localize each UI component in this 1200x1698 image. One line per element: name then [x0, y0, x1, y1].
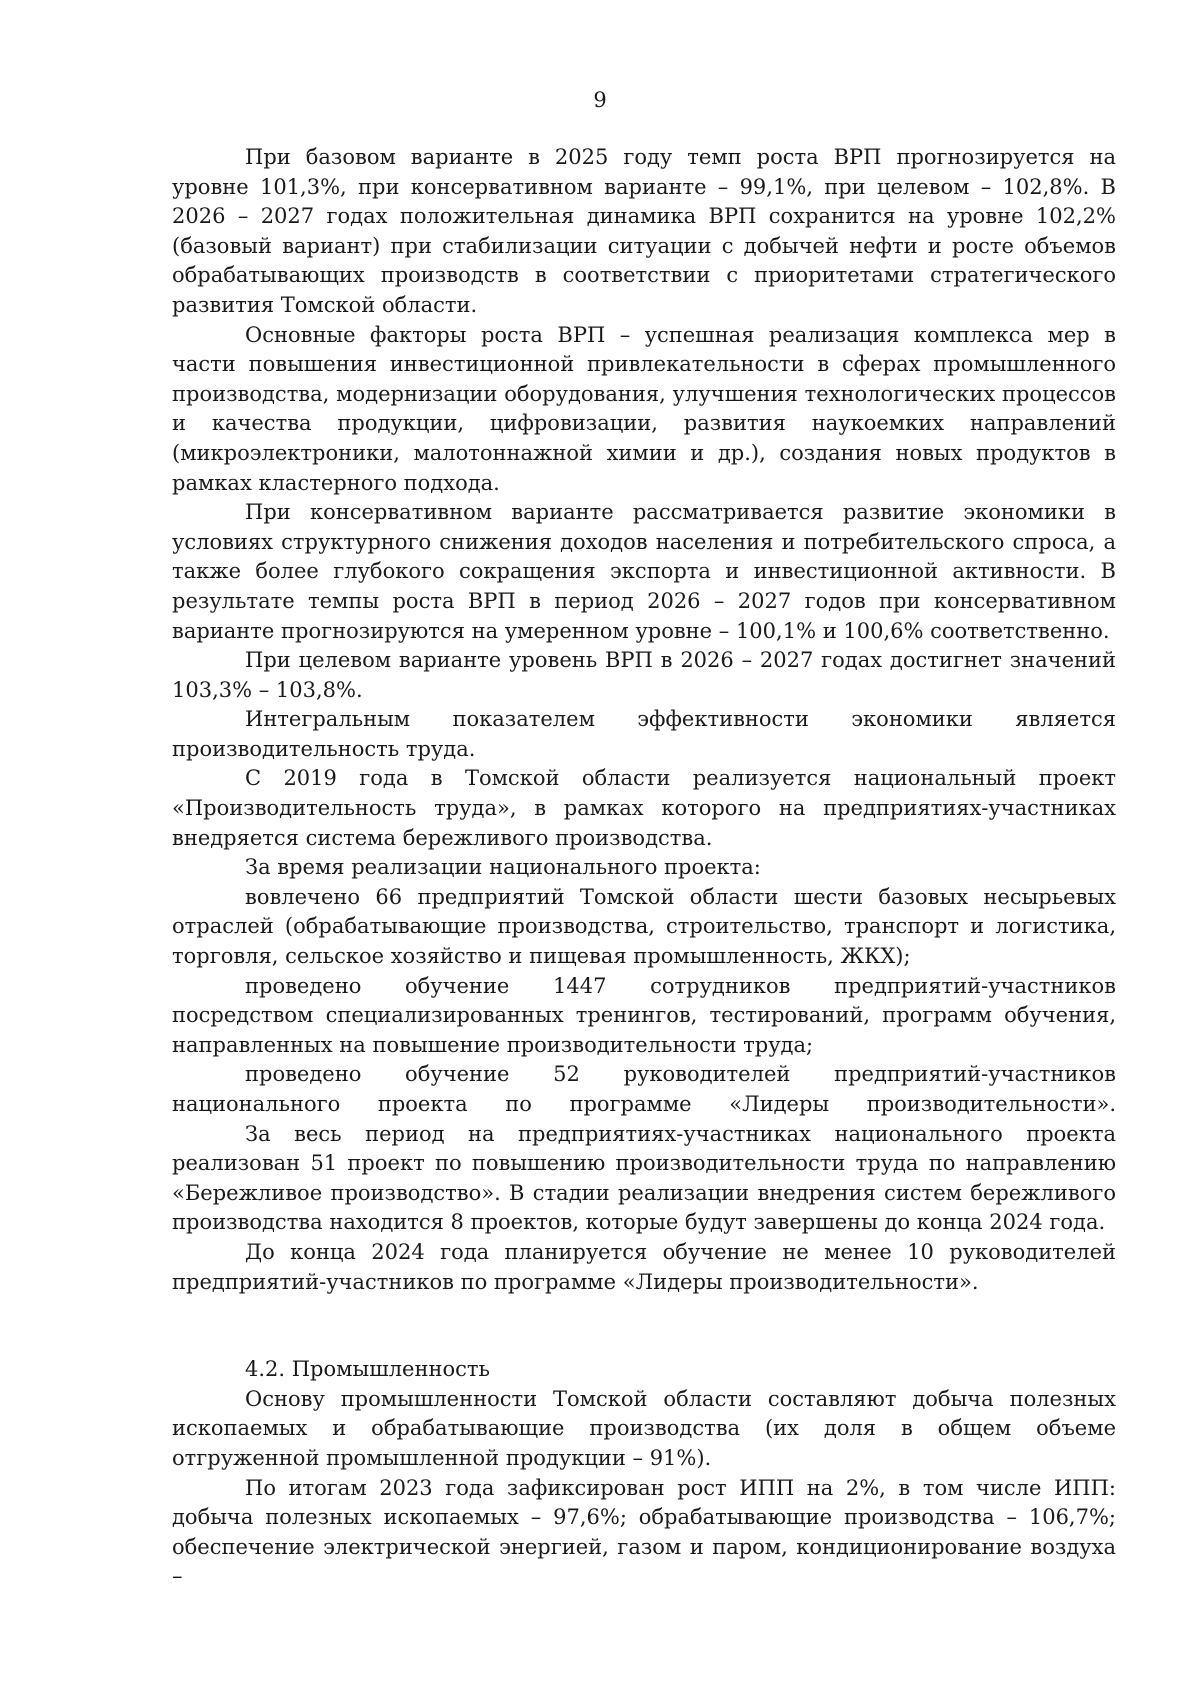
- paragraph-conservative-variant: При консервативном варианте рассматривается развитие экономики в условиях структурного снижения доходов населения и потребительского спроса, а также более глубокого сокращения экспорта и инвестиционной активности. В результате темпы роста ВРП в период 2026 – 2027 годов при консервативном варианте прогнозируются на умеренном уровне – 100,1% и 100,6% соответственно.: [172, 500, 1116, 643]
- paragraph-growth-factors: Основные факторы роста ВРП – успешная реализация комплекса мер в части повышения инвестиционной привлекательности в сферах промышленного производства, модернизации оборудования, улучшения технологических процессов и качества продукции, цифровизации, развития наукоемких направлений (микроэлектроники, малотоннажной химии и др.), создания новых продуктов в рамках кластерного подхода.: [172, 322, 1116, 495]
- paragraph-industry-basis: Основу промышленности Томской области составляют добыча полезных ископаемых и обрабатывающие производства (их доля в общем объеме отгруженной промышленной продукции – 91%).: [172, 1386, 1116, 1470]
- paragraph-base-variant: При базовом варианте в 2025 году темп роста ВРП прогнозируется на уровне 101,3%, при консервативном варианте – 99,1%, при целевом – 102,8%. В 2026 – 2027 годах положительная динамика ВРП сохранится на уровне 102,2% (базовый вариант) при стабилизации ситуации с добычей нефти и росте объемов обрабатывающих производств в соответствии с приоритетами стратегического развития Томской области.: [172, 145, 1116, 317]
- paragraph-industrial-production-index: По итогам 2023 года зафиксирован рост ИПП на 2%, в том числе ИПП: добыча полезных ископаемых – 97,6%; обрабатывающие производства – 106,7%; обеспечение электрической энергией, газом и паром, кондиционирование воздуха –: [172, 1475, 1116, 1589]
- paragraph-enterprises-involved: вовлечено 66 предприятий Томской области шести базовых несырьевых отраслей (обрабатывающие производства, строительство, транспорт и логистика, торговля, сельское хозяйство и пищевая промышленность, ЖКХ);: [172, 884, 1116, 969]
- paragraph-labor-productivity: Интегральным показателем эффективности экономики является производительность труда.: [172, 707, 1116, 761]
- section-heading-industry: 4.2. Промышленность: [245, 1357, 490, 1382]
- paragraph-lean-projects: За весь период на предприятиях-участниках национального проекта реализован 51 проект по повышению производительности труда по направлению «Бережливое производство». В стадии реализации внедрения систем бережливого производства находится 8 проектов, которые будут завершены до конца 2024 года.: [172, 1121, 1116, 1235]
- paragraph-managers-trained: проведено обучение 52 руководителей предприятий-участников национального проекта по программе «Лидеры производительности».: [172, 1062, 1116, 1116]
- paragraph-target-variant: При целевом варианте уровень ВРП в 2026 – 2027 годах достигнет значений 103,3% – 103,8%.: [172, 648, 1116, 702]
- paragraph-training-plan-2024: До конца 2024 года планируется обучение не менее 10 руководителей предприятий-участников по программе «Лидеры производительности».: [172, 1239, 1116, 1294]
- document-body: [172, 143, 1116, 1592]
- paragraph-project-results-intro: За время реализации национального проекта:: [245, 855, 761, 880]
- paragraph-employees-trained: проведено обучение 1447 сотрудников предприятий-участников посредством специализированных тренингов, тестирований, программ обучения, направленных на повышение производительности труда;: [172, 973, 1116, 1057]
- paragraph-national-project: С 2019 года в Томской области реализуется национальный проект «Производительность труда», в рамках которого на предприятиях-участниках внедряется система бережливого производства.: [172, 766, 1116, 850]
- page-number: 9: [593, 88, 607, 112]
